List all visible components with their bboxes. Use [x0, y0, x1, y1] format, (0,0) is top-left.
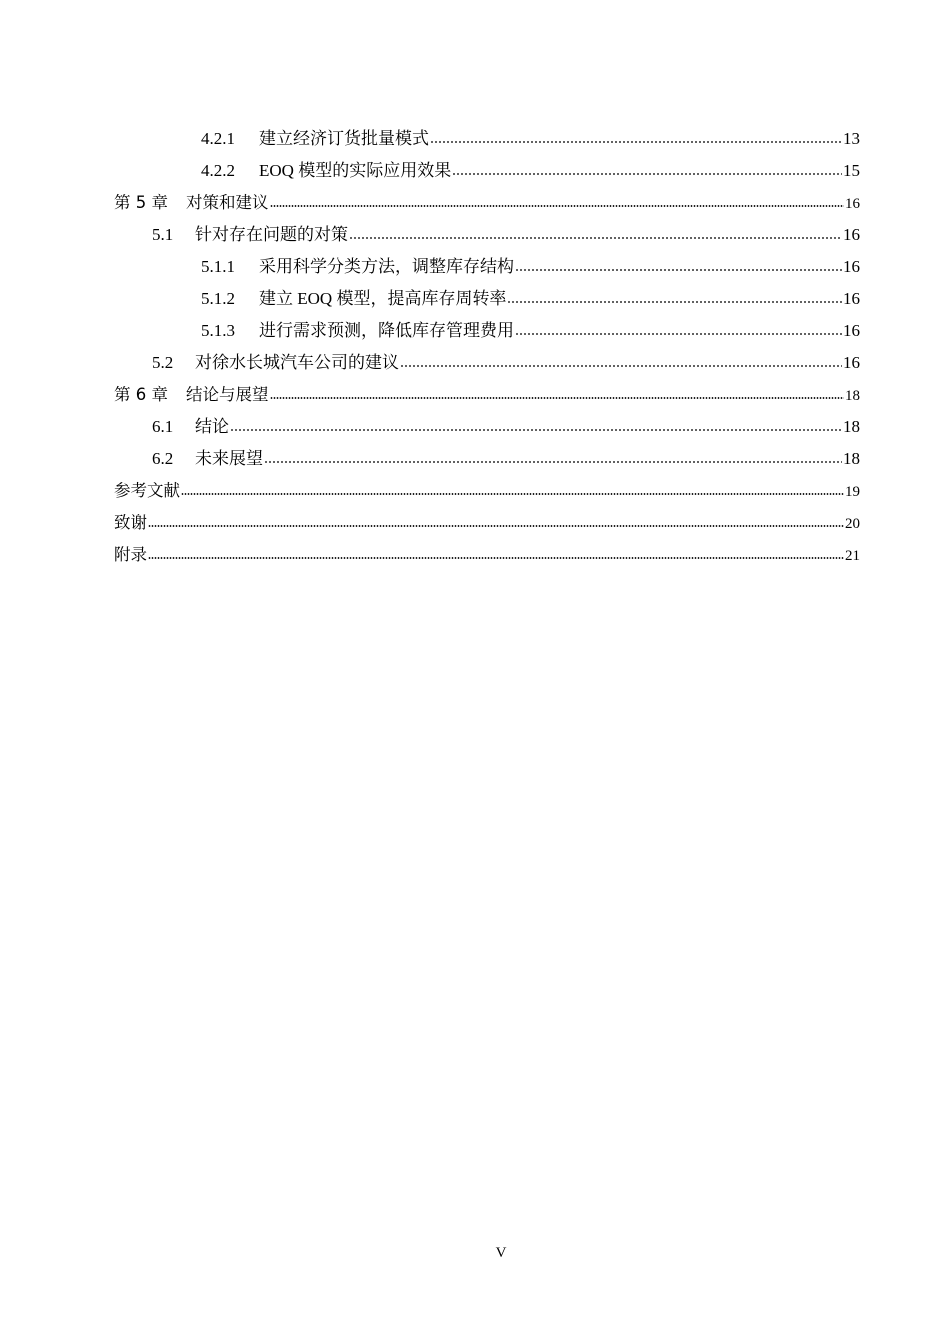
- toc-entry-number: 第 5 章: [114, 193, 168, 212]
- toc-entry-page: 16: [843, 257, 860, 276]
- toc-entry-number: 6.2: [152, 449, 174, 468]
- toc-entry[interactable]: [114, 149, 860, 181]
- toc-entry-page: 18: [843, 449, 860, 468]
- toc-entry-number: 第 6 章: [114, 385, 168, 404]
- table-of-contents: [114, 117, 860, 565]
- toc-entry[interactable]: [114, 341, 860, 373]
- toc-entry-title: 针对存在问题的对策: [195, 225, 348, 244]
- toc-entry-title: 附录: [114, 545, 147, 564]
- toc-entry-title: 结论与展望: [186, 385, 269, 404]
- dot-leader: [507, 301, 842, 303]
- toc-entry-title: 建立 EOQ 模型，提高库存周转率: [259, 289, 507, 308]
- toc-appendix-entry[interactable]: [114, 533, 860, 565]
- dot-leader: [270, 205, 845, 207]
- toc-entry-title: 进行需求预测，降低库存管理费用: [259, 321, 514, 340]
- toc-entry-title: 结论: [195, 417, 229, 436]
- toc-entry-title: 参考文献: [114, 481, 180, 500]
- toc-acknowledgements-entry[interactable]: [114, 501, 860, 533]
- toc-entry-page: 18: [845, 388, 860, 404]
- toc-entry[interactable]: [114, 277, 860, 309]
- toc-entry-title: EOQ 模型的实际应用效果: [259, 161, 452, 180]
- dot-leader: [349, 237, 842, 239]
- toc-entry-title: 对策和建议: [186, 193, 269, 212]
- toc-entry-page: 13: [843, 129, 860, 148]
- toc-entry-title: 对徐水长城汽车公司的建议: [195, 353, 399, 372]
- dot-leader: [270, 397, 845, 399]
- toc-entry-number: 5.1.1: [201, 257, 235, 276]
- toc-entry-page: 16: [843, 353, 860, 372]
- toc-entry-number: 5.1: [152, 225, 174, 244]
- dot-leader: [515, 333, 842, 335]
- dot-leader: [400, 365, 842, 367]
- toc-entry-number: 5.1.3: [201, 321, 235, 340]
- toc-entry[interactable]: [114, 437, 860, 469]
- toc-entry-number: 5.1.2: [201, 289, 235, 308]
- toc-entry-number: 4.2.1: [201, 129, 235, 148]
- toc-references-entry[interactable]: [114, 469, 860, 501]
- toc-entry-page: 16: [845, 196, 860, 212]
- dot-leader: [148, 557, 844, 559]
- toc-chapter-entry[interactable]: [114, 181, 860, 213]
- toc-entry[interactable]: [114, 213, 860, 245]
- dot-leader: [430, 141, 842, 143]
- dot-leader: [452, 173, 842, 175]
- dot-leader: [264, 461, 842, 463]
- toc-entry-page: 16: [843, 225, 860, 244]
- toc-entry-page: 16: [843, 289, 860, 308]
- toc-entry-title: 未来展望: [195, 449, 263, 468]
- dot-leader: [181, 493, 844, 495]
- toc-entry[interactable]: [114, 405, 860, 437]
- dot-leader: [148, 525, 844, 527]
- dot-leader: [230, 429, 842, 431]
- toc-entry-page: 15: [843, 161, 860, 180]
- toc-entry[interactable]: [114, 309, 860, 341]
- toc-entry-page: 16: [843, 321, 860, 340]
- page-number-footer: V: [495, 1245, 507, 1261]
- toc-entry-page: 19: [845, 484, 860, 500]
- toc-entry-page: 20: [845, 516, 860, 532]
- toc-entry[interactable]: [114, 245, 860, 277]
- toc-entry-title: 致谢: [114, 513, 147, 532]
- toc-entry-number: 4.2.2: [201, 161, 235, 180]
- toc-entry-title: 建立经济订货批量模式: [259, 129, 429, 148]
- toc-chapter-entry[interactable]: [114, 373, 860, 405]
- toc-entry-number: 6.1: [152, 417, 174, 436]
- toc-entry-title: 采用科学分类方法，调整库存结构: [259, 257, 514, 276]
- toc-entry[interactable]: [114, 117, 860, 149]
- toc-entry-page: 21: [845, 548, 860, 564]
- dot-leader: [515, 269, 842, 271]
- toc-entry-page: 18: [843, 417, 860, 436]
- toc-entry-number: 5.2: [152, 353, 174, 372]
